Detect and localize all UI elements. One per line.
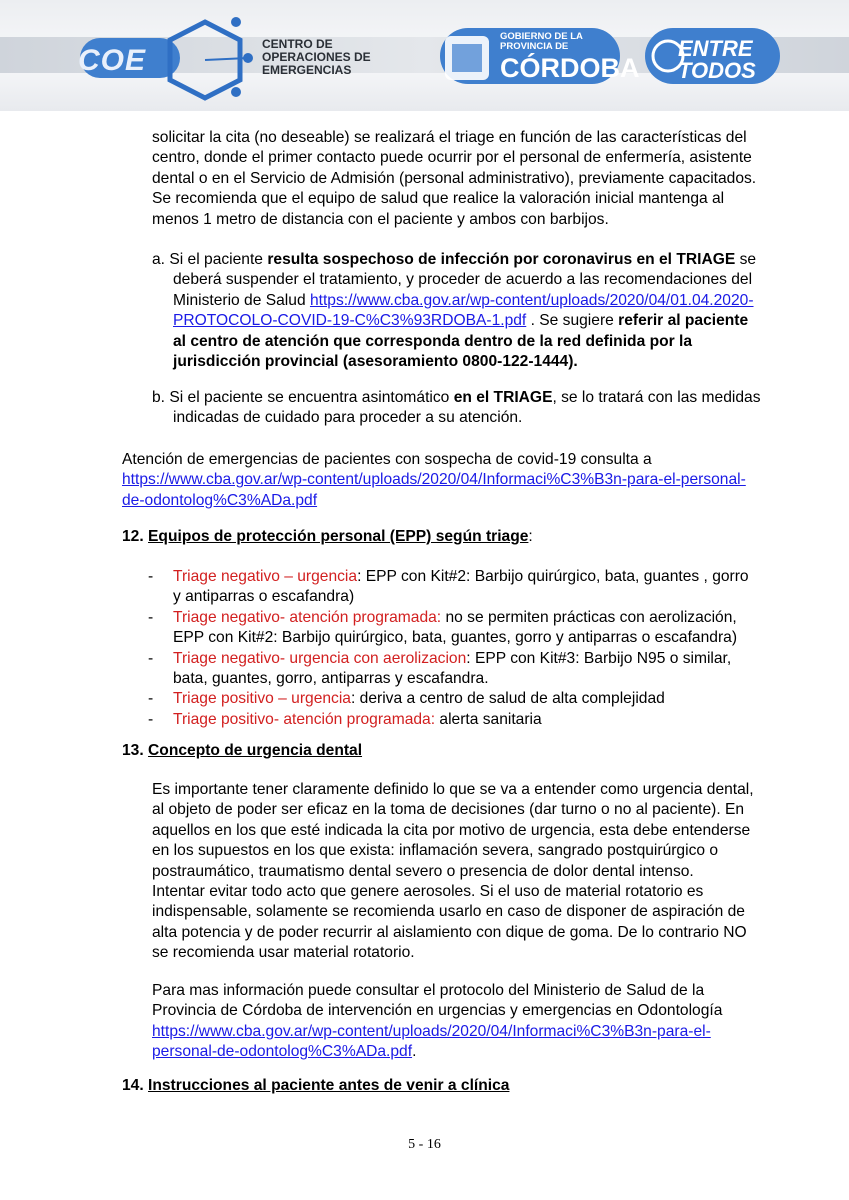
list-marker: b. — [152, 389, 166, 406]
bold-text: en el TRIAGE — [453, 389, 553, 406]
text-line: menos 1 metro de distancia con el paciente y ambos con barbijos. — [152, 210, 609, 228]
text-line: al objeto de poder ser eficaz en la toma de decisiones (dar turno o no al paciente). En — [152, 801, 745, 819]
text-line: deberá suspender el tratamiento, y proceder de acuerdo a las recomendaciones del — [173, 271, 753, 289]
list-item-b — [152, 388, 809, 429]
emergency-link-line — [122, 470, 812, 490]
slogan-line: ENTRE — [678, 36, 753, 61]
text-line: centro, donde el primer contacto puede ocurrir por el personal de enfermería, asistente — [152, 149, 752, 167]
page-number: 5 - 16 — [408, 1137, 441, 1152]
section-13-heading — [122, 742, 362, 760]
bold-text: resulta sospechoso de infección por coronavirus en el TRIAGE — [267, 251, 736, 268]
section-title: Concepto de urgencia dental — [148, 742, 363, 759]
text-span: Si el paciente se encuentra asintomático — [169, 389, 454, 406]
triage-label: Triage negativo- urgencia con aerolizacion — [173, 649, 467, 667]
text-span: , se lo tratará con las medidas — [552, 389, 761, 406]
gov-line: GOBIERNO DE LA — [500, 31, 583, 42]
section-title: Equipos de protección personal (EPP) según triage — [148, 528, 529, 545]
text-span: EPP con Kit#2: Barbijo quirúrgico, bata, guantes , gorro — [361, 568, 749, 585]
emergency-link-line — [122, 491, 812, 511]
triage-label: Triage negativo- atención programada: — [173, 608, 442, 626]
text-line: aquellos en los que esté indicada la cita por motivo de urgencia, esta debe entenderse — [152, 821, 751, 839]
emergency-paragraph — [122, 450, 812, 511]
text-line: alta potencia y de poder recurrir al aislamiento con dique de goma. De lo contrario NO — [152, 923, 747, 941]
list-item — [148, 710, 812, 730]
triage-label: Triage positivo – urgencia — [173, 690, 351, 708]
gov-line: PROVINCIA DE — [500, 41, 569, 52]
section-suffix: : — [528, 528, 533, 545]
list-item — [148, 567, 812, 608]
dash-marker: - — [148, 690, 154, 708]
text-span: deriva a centro de salud de alta complejidad — [355, 690, 665, 708]
gov-name: CÓRDOBA — [500, 53, 640, 83]
text-span: alerta sanitaria — [435, 710, 542, 728]
text-span: . — [412, 1043, 417, 1061]
section-14-heading — [122, 1077, 509, 1095]
bold-text: referir al paciente — [618, 312, 749, 330]
dash-marker: - — [148, 710, 154, 728]
text-span: : — [357, 568, 362, 585]
more-info-paragraph — [152, 981, 810, 1063]
ppe-list — [148, 567, 812, 730]
dash-marker: - — [148, 649, 154, 667]
list-item-a — [152, 250, 809, 372]
text-span: : — [350, 690, 356, 708]
text-line: jurisdicción provincial (asesoramiento 0800-122-1444). — [173, 353, 578, 371]
text-line: Atención de emergencias de pacientes con sospecha de covid-19 consulta a — [122, 451, 652, 468]
coe-name-line: CENTRO DE — [262, 37, 333, 51]
dash-marker: - — [148, 608, 154, 626]
text-line: bata, guantes, gorro, antiparras y escafandra. — [173, 670, 489, 688]
text-line: indicadas de cuidado para proceder a su atención. — [173, 409, 523, 427]
list-item — [148, 689, 812, 709]
text-span: : — [466, 649, 471, 667]
text-span: EPP con Kit#3: Barbijo N95 o similar, — [470, 649, 732, 667]
urgency-paragraph — [152, 780, 810, 964]
text-line: Se recomienda que el equipo de salud que realice la valoración inicial mantenga al — [152, 190, 725, 208]
list-item — [148, 608, 812, 649]
info-link[interactable]: https://www.cba.gov.ar/wp-content/uploads/2020/04/Informaci%C3%B3n-para-el- — [152, 1022, 711, 1040]
text-span: Si el paciente — [169, 251, 268, 268]
text-line — [152, 1022, 810, 1042]
text-span: no se permiten prácticas con aerolización, — [441, 608, 737, 626]
text-span: se — [735, 251, 757, 268]
text-line — [152, 291, 809, 311]
text-line: al centro de atención que corresponda dentro de la red definida por la — [173, 332, 693, 350]
list-item — [148, 649, 812, 690]
text-line: Es importante tener claramente definido lo que se va a entender como urgencia dental, — [152, 781, 754, 798]
triage-label: Triage negativo – urgencia — [173, 568, 358, 585]
section-number: 12. — [122, 528, 144, 545]
coe-name-line: EMERGENCIAS — [262, 63, 352, 77]
coe-name-line: OPERACIONES DE — [262, 50, 371, 64]
text-line — [152, 1042, 810, 1062]
protocol-link[interactable]: https://www.cba.gov.ar/wp-content/uploads/2020/04/01.04.2020- — [309, 291, 754, 309]
section-number: 13. — [122, 742, 144, 759]
text-line: y antiparras o escafandra) — [173, 588, 355, 606]
text-line: postraumático, traumatismo dental severo o presencia de dolor dental intenso. — [152, 862, 694, 880]
text-line — [152, 250, 809, 270]
emergency-link[interactable]: https://www.cba.gov.ar/wp-content/uploads/2020/04/Informaci%C3%B3n-para-el-personal- — [122, 471, 746, 489]
text-line: indispensable, solamente se recomienda usarlo en caso de disponer de aspiración de — [152, 903, 745, 921]
coe-logo-text: COE — [78, 44, 147, 77]
text-line: Provincia de Córdoba de intervención en urgencias y emergencias en Odontología — [152, 1002, 723, 1020]
info-link[interactable]: personal-de-odontolog%C3%ADa.pdf — [152, 1043, 413, 1061]
dash-marker: - — [148, 568, 154, 585]
text-line: en los supuestos en los que exista: inflamación severa, sangrado postquirúrgico o — [152, 842, 719, 860]
text-line — [152, 388, 809, 408]
text-line: Intentar evitar todo acto que genere aerosoles. Si el uso de material rotatorio es — [152, 883, 704, 901]
section-title: Instrucciones al paciente antes de venir a clínica — [148, 1077, 510, 1094]
text-line: se recomienda usar material rotatorio. — [152, 944, 415, 962]
intro-paragraph — [152, 128, 809, 230]
text-line: Para mas información puede consultar el protocolo del Ministerio de Salud de la — [152, 982, 705, 999]
section-number: 14. — [122, 1077, 144, 1094]
text-span: . Se sugiere — [526, 312, 619, 330]
list-marker: a. — [152, 251, 166, 268]
section-12-heading — [122, 528, 533, 546]
text-span: Ministerio de Salud — [173, 291, 310, 309]
triage-label: Triage positivo- atención programada: — [173, 710, 436, 728]
protocol-link[interactable]: PROTOCOLO-COVID-19-C%C3%93RDOBA-1.pdf — [173, 312, 527, 330]
slogan-line: TODOS — [678, 58, 756, 83]
text-line: EPP con Kit#2: Barbijo quirúrgico, bata, guantes, gorro y antiparras o escafandra) — [173, 629, 738, 647]
text-line: solicitar la cita (no deseable) se realizará el triage en función de las características del — [152, 129, 747, 146]
text-line — [152, 311, 809, 331]
emergency-link[interactable]: de-odontolog%C3%ADa.pdf — [122, 491, 318, 509]
text-line: dental o en el Servicio de Admisión (personal administrativo), previamente capacitados. — [152, 169, 757, 187]
